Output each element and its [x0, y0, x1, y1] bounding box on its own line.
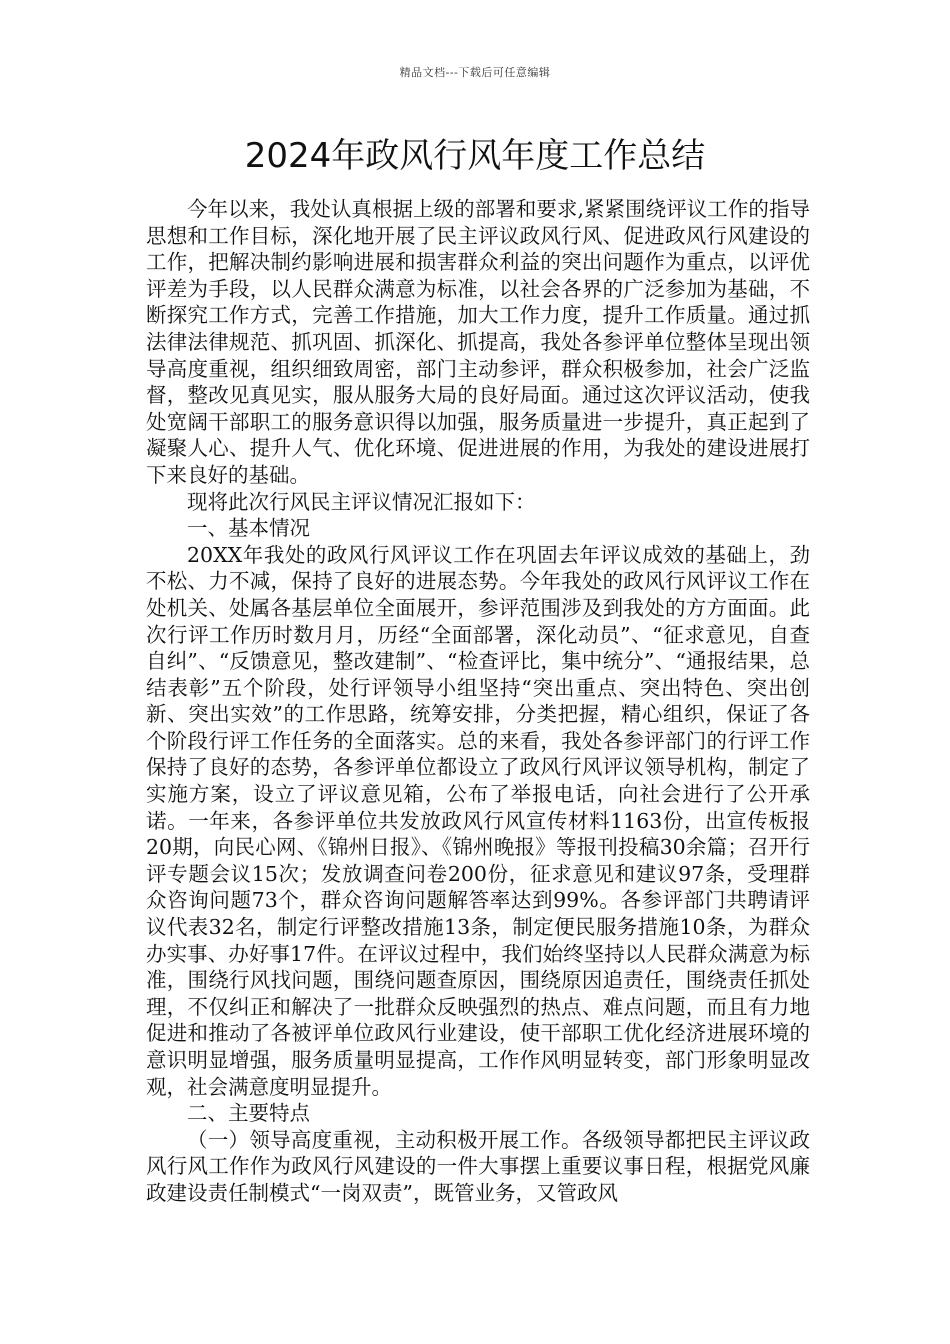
paragraph-intro: 今年以来，我处认真根据上级的部署和要求,紧紧围绕评议工作的指导思想和工作目标，深化地开展了民主评议政风行风、促进政风行风建设的工作，把解决制约影响进展和损害群众利益的突出问题作为重点，以评优评差为手段，以人民群众满意为标准，以社会各界的广泛参加为基础，不断探究工作方式，完善工作措施，加大工作力度，提升工作质量。通过抓法律法律规范、抓巩固、抓深化、抓提高，我处各参评单位整体呈现出领导高度重视，组织细致周密，部门主动参评，群众积极参加，社会广泛监督，整改见真见实，服从服务大局的良好局面。通过这次评议活动，使我处宽阔干部职工的服务意识得以加强，服务质量进一步提升，真正起到了凝聚人心、提升人气、优化环境、促进进展的作用，为我处的建设进展打下来良好的基础。 — [146, 197, 810, 487]
paragraph-basic-situation: 20XX年我处的政风行风评议工作在巩固去年评议成效的基础上，劲不松、力不减，保持了良好的进展态势。今年我处的政风行风评议工作在处机关、处属各基层单位全面展开，参评范围涉及到我处的方方面面。此次行评工作历时数月月，历经“全面部署，深化动员”、“征求意见，自查自纠”、“反馈意见，整改建制”、“检查评比，集中统分”、“通报结果，总结表彰”五个阶段，处行评领导小组坚持“突出重点、突出特色、突出创新、突出实效”的工作思路，统筹安排，分类把握，精心组织，保证了各个阶段行评工作任务的全面落实。总的来看，我处各参评部门的行评工作保持了良好的态势，各参评单位都设立了政风行风评议领导机构，制定了实施方案，设立了评议意见箱，公布了举报电话，向社会进行了公开承诺。一年来，各参评单位共发放政风行风宣传材料1163份，出宣传板报20期，向民心网、《锦州日报》、《锦州晚报》等报刊投稿30余篇；召开行评专题会议15次；发放调查问卷200份，征求意见和建议97条，受理群众咨询问题73个，群众咨询问题解答率达到99%。各参评部门共聘请评议代表32名，制定行评整改措施13条，制定便民服务措施10条，为群众办实事、办好事17件。在评议过程中，我们始终坚持以人民群众满意为标准，围绕行风找问题，围绕问题查原因，围绕原因追责任，围绕责任抓处理，不仅纠正和解决了一批群众反映强烈的热点、难点问题，而且有力地促进和推动了各被评单位政风行业建设，使干部职工优化经济进展环境的意识明显增强，服务质量明显提高，工作作风明显转变，部门形象明显改观，社会满意度明显提升。 — [146, 542, 810, 1099]
document-title: 2024年政风行风年度工作总结 — [244, 136, 706, 176]
section-heading-basic: 一、基本情况 — [187, 516, 310, 541]
section-heading-features: 二、主要特点 — [187, 1101, 310, 1126]
document-body — [146, 196, 810, 1207]
paragraph-report-lead: 现将此次行风民主评议情况汇报如下： — [187, 489, 536, 514]
header-note: 精品文档---下载后可任意编辑 — [399, 66, 551, 79]
paragraph-feature-one: （一）领导高度重视，主动积极开展工作。各级领导都把民主评议政风行风工作作为政风行风建设的一件大事摆上重要议事日程，根据党风廉政建设责任制模式“一岗双责”，既管业务，又管政风 — [146, 1127, 810, 1205]
